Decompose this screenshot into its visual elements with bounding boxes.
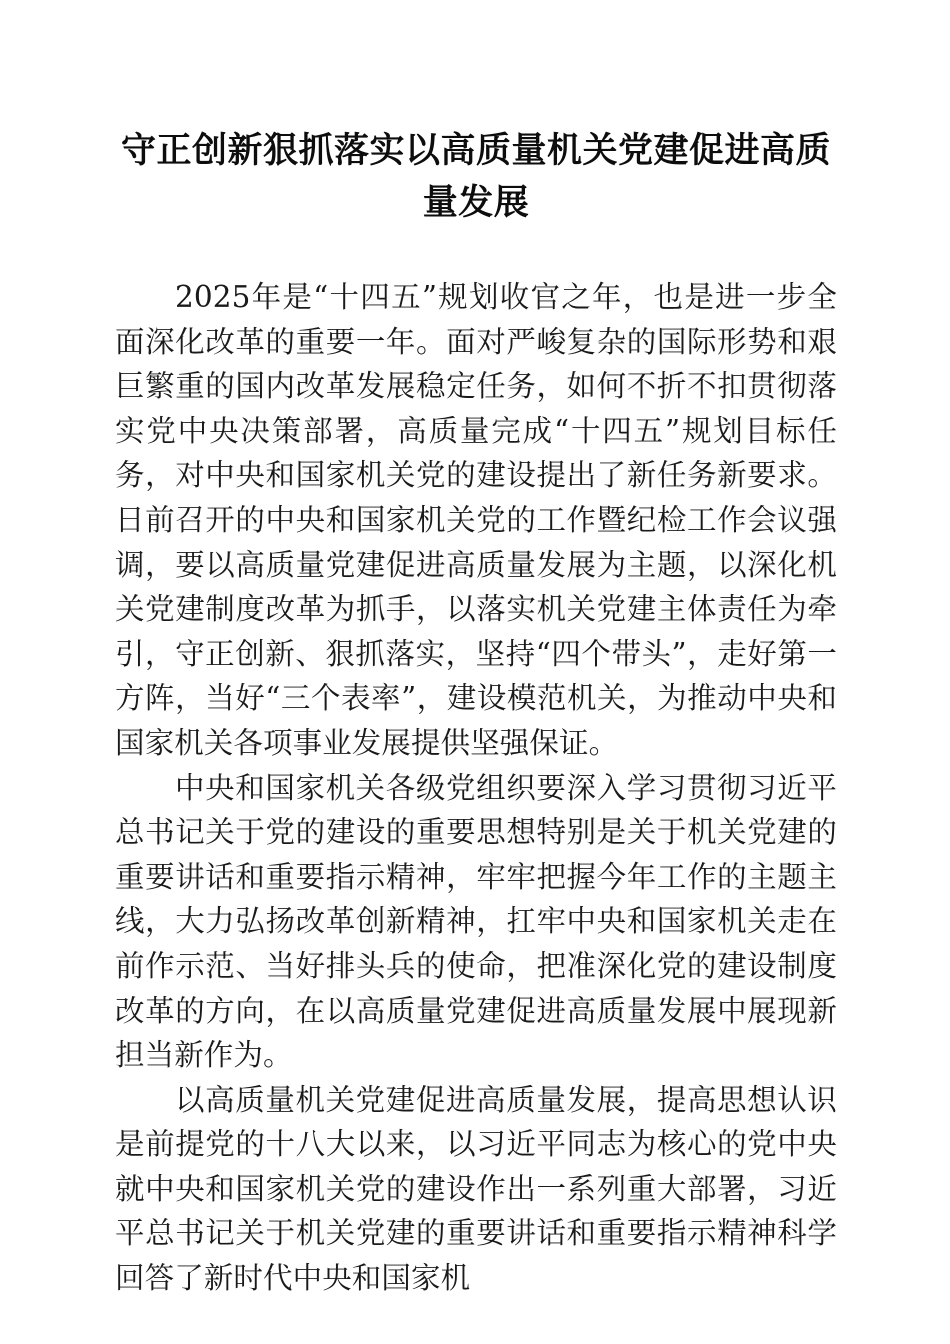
- title-spacer: [115, 229, 837, 275]
- body-paragraph-3: 以高质量机关党建促进高质量发展，提高思想认识是前提党的十八大以来，以习近平同志为核心的党中央就中央和国家机关党的建设作出一系列重大部署，习近平总书记关于机关党建的重要讲话和重要指示精神科学回答了新时代中央和国家机: [115, 1082, 837, 1296]
- body-paragraph-1: 2025年是“十四五”规划收官之年，也是进一步全面深化改革的重要一年。面对严峻复杂的国际形势和艰巨繁重的国内改革发展稳定任务，如何不折不扣贯彻落实党中央决策部署，高质量完成“十四五”规划目标任务，对中央和国家机关党的建设提出了新任务新要求。日前召开的中央和国家机关党的工作暨纪检工作会议强调，要以高质量党建促进高质量发展为主题，以深化机关党建制度改革为抓手，以落实机关党建主体责任为牵引，守正创新、狠抓落实，坚持“四个带头”，走好第一方阵，当好“三个表率”，建设模范机关，为推动中央和国家机关各项事业发展提供坚强保证。: [115, 280, 837, 760]
- body-paragraph-2: 中央和国家机关各级党组织要深入学习贯彻习近平总书记关于党的建设的重要思想特别是关于机关党建的重要讲话和重要指示精神，牢牢把握今年工作的主题主线，大力弘扬改革创新精神，扛牢中央和国家机关走在前作示范、当好排头兵的使命，把准深化党的建设制度改革的方向，在以高质量党建促进高质量发展中展现新担当新作为。: [115, 770, 837, 1073]
- document-body: [115, 0, 837, 1301]
- page-title: 守正创新狠抓落实以高质量机关党建促进高质量发展: [120, 130, 831, 223]
